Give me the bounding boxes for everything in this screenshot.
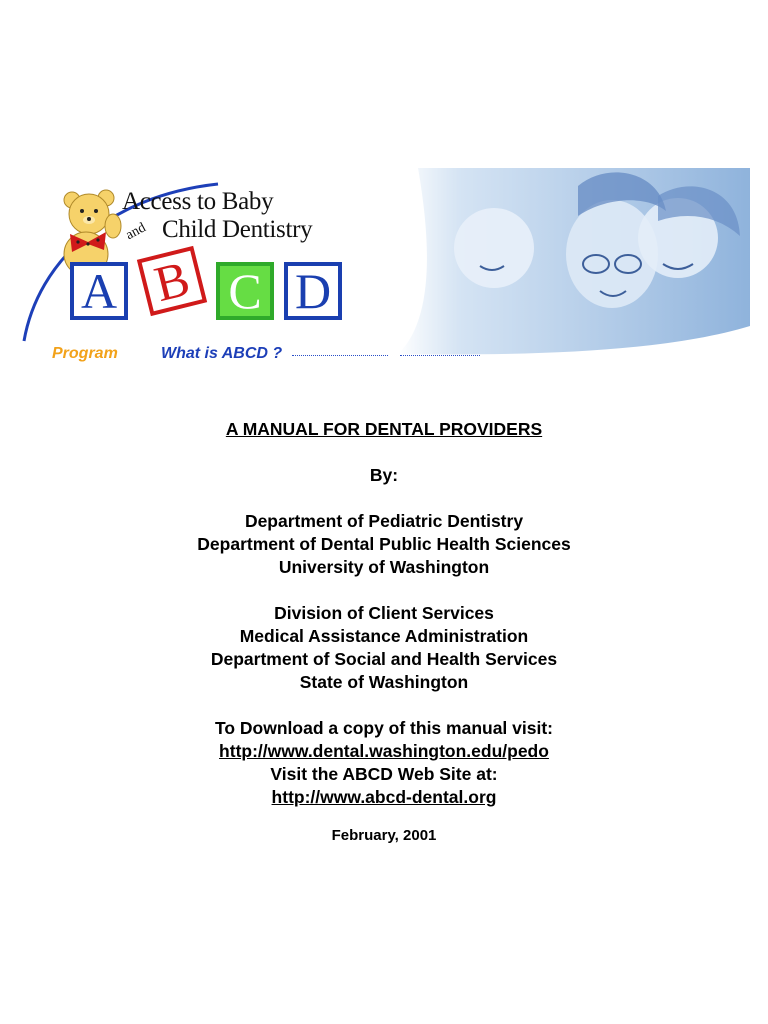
logo-title-line1: Access to Baby <box>122 188 274 215</box>
uw-dept-line: Department of Pediatric Dentistry <box>244 511 524 531</box>
logo-block-d: D <box>284 262 342 320</box>
dotted-divider <box>292 355 388 356</box>
logo-block-a: A <box>70 262 128 320</box>
program-label: Program <box>52 345 118 362</box>
by-label: By: <box>369 465 399 485</box>
logo-title-and: and <box>123 220 149 244</box>
state-dept-line: State of Washington <box>299 672 469 692</box>
state-dept-line: Department of Social and Health Services <box>210 649 558 669</box>
logo-block-c: C <box>216 262 274 320</box>
state-dept-line: Division of Client Services <box>274 603 494 623</box>
publication-date: February, 2001 <box>331 827 437 844</box>
uw-dept-line: University of Washington <box>278 557 490 577</box>
uw-dept-line: Department of Dental Public Health Sciences <box>197 534 571 554</box>
cover-text <box>0 418 768 859</box>
website-link[interactable]: http://www.abcd-dental.org <box>271 787 497 807</box>
dotted-divider <box>400 355 480 356</box>
state-dept-line: Medical Assistance Administration <box>239 626 529 646</box>
what-is-abcd-label: What is ABCD ? <box>161 345 283 362</box>
logo-title-line2: Child Dentistry <box>162 216 313 243</box>
download-text: To Download a copy of this manual visit: <box>214 718 554 738</box>
website-text: Visit the ABCD Web Site at: <box>270 764 498 784</box>
download-link[interactable]: http://www.dental.washington.edu/pedo <box>219 741 549 761</box>
logo-block-b: B <box>137 246 207 316</box>
manual-heading: A MANUAL FOR DENTAL PROVIDERS <box>225 419 543 439</box>
